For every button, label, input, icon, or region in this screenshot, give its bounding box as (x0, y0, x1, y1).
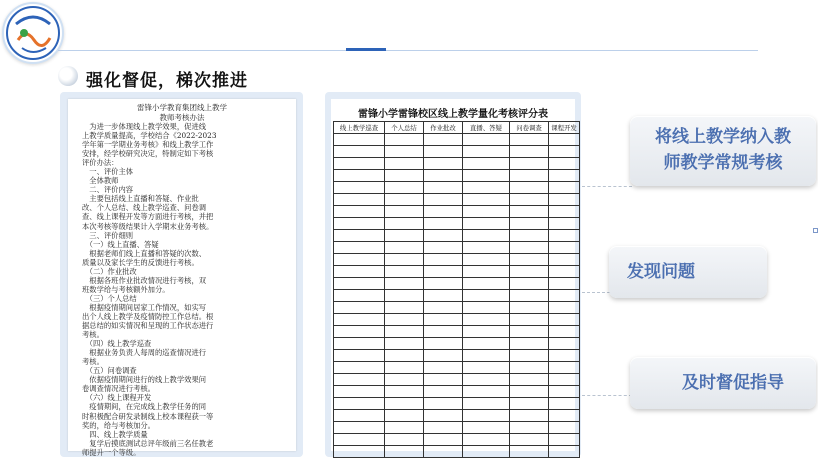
column-header: 课程开发 (549, 122, 580, 134)
table-cell[interactable] (549, 326, 580, 338)
table-cell[interactable] (385, 374, 424, 386)
table-row (334, 134, 580, 146)
document-line: 卷调查情况进行考核。 (82, 384, 155, 394)
table-cell[interactable] (334, 446, 385, 458)
table-cell[interactable] (385, 434, 424, 446)
table-cell[interactable] (510, 350, 549, 362)
table-cell[interactable] (385, 230, 424, 242)
document-line: 复学后摸底测试总评年级前三名任教老 (82, 438, 214, 448)
table-cell[interactable] (424, 182, 463, 194)
table-cell[interactable] (334, 374, 385, 386)
table-row (334, 398, 580, 410)
table-cell[interactable] (549, 362, 580, 374)
table-cell[interactable] (549, 290, 580, 302)
button-label-line: 师教学常规考核 (663, 153, 783, 173)
include-in-review-button[interactable] (630, 116, 816, 186)
table-cell[interactable] (549, 350, 580, 362)
table-cell[interactable] (463, 350, 510, 362)
table-cell[interactable] (510, 314, 549, 326)
table-cell[interactable] (334, 146, 385, 158)
table-cell[interactable] (463, 434, 510, 446)
table-cell[interactable] (334, 158, 385, 170)
table-cell[interactable] (549, 398, 580, 410)
table-cell[interactable] (549, 158, 580, 170)
table-row (334, 362, 580, 374)
table-row (334, 434, 580, 446)
table-cell[interactable] (385, 266, 424, 278)
table-cell[interactable] (334, 398, 385, 410)
table-cell[interactable] (334, 170, 385, 182)
table-cell[interactable] (549, 302, 580, 314)
table-cell[interactable] (424, 158, 463, 170)
table-cell[interactable] (334, 314, 385, 326)
column-header: 个人总结 (385, 122, 424, 134)
table-cell[interactable] (510, 278, 549, 290)
table-cell[interactable] (424, 434, 463, 446)
connector-line (582, 292, 610, 294)
table-cell[interactable] (510, 218, 549, 230)
document-line: （二）作业批改 (82, 266, 137, 276)
table-row (334, 266, 580, 278)
document-line: 疫情期间，在完成线上教学任务的同 (82, 402, 207, 412)
table-cell[interactable] (424, 410, 463, 422)
table-row (334, 146, 580, 158)
table-cell[interactable] (424, 362, 463, 374)
table-cell[interactable] (424, 290, 463, 302)
table-row (334, 254, 580, 266)
table-row (334, 410, 580, 422)
table-cell[interactable] (334, 254, 385, 266)
table-cell[interactable] (424, 218, 463, 230)
table-cell[interactable] (463, 290, 510, 302)
table-cell[interactable] (334, 278, 385, 290)
document-line: （一）线上直播、答疑 (82, 239, 159, 249)
document-line: 质量以及家长学生的反馈进行考核。 (82, 257, 199, 267)
table-cell[interactable] (424, 230, 463, 242)
table-cell[interactable] (385, 398, 424, 410)
table-cell[interactable] (385, 242, 424, 254)
document-line: （六）线上课程开发 (82, 393, 152, 403)
header-accent (346, 48, 386, 51)
table-row (334, 206, 580, 218)
table-cell[interactable] (463, 386, 510, 398)
table-cell[interactable] (549, 314, 580, 326)
document-line: 根据业务负责人每周的巡查情况进行 (82, 348, 207, 358)
document-line: （四）线上教学巡查 (82, 339, 152, 349)
table-cell[interactable] (424, 338, 463, 350)
document-body (68, 122, 296, 457)
table-row (334, 422, 580, 434)
table-cell[interactable] (334, 410, 385, 422)
table-cell[interactable] (424, 386, 463, 398)
table-cell[interactable] (385, 386, 424, 398)
document-page (68, 99, 296, 457)
table-cell[interactable] (385, 254, 424, 266)
table-cell[interactable] (463, 206, 510, 218)
document-heading-line: 雷锋小学教育集团线上教学 (137, 103, 227, 112)
column-header: 线上教学巡查 (334, 122, 385, 134)
table-cell[interactable] (463, 134, 510, 146)
table-cell[interactable] (334, 206, 385, 218)
document-line: 奖的，给与考核加分。 (82, 420, 155, 430)
table-cell[interactable] (424, 194, 463, 206)
table-cell[interactable] (510, 302, 549, 314)
table-cell[interactable] (334, 338, 385, 350)
table-page (331, 99, 575, 451)
table-cell[interactable] (385, 278, 424, 290)
table-cell[interactable] (510, 398, 549, 410)
table-cell[interactable] (385, 218, 424, 230)
table-row (334, 314, 580, 326)
table-cell[interactable] (549, 374, 580, 386)
table-cell[interactable] (424, 374, 463, 386)
table-cell[interactable] (549, 338, 580, 350)
table-cell[interactable] (424, 278, 463, 290)
table-cell[interactable] (549, 254, 580, 266)
table-cell[interactable] (424, 302, 463, 314)
table-row (334, 158, 580, 170)
table-cell[interactable] (463, 242, 510, 254)
table-cell[interactable] (549, 146, 580, 158)
table-cell[interactable] (334, 362, 385, 374)
document-line: 据总结的如实情况和呈现的工作状态进行 (82, 321, 214, 331)
document-line: 考核。 (82, 357, 104, 367)
table-cell[interactable] (424, 242, 463, 254)
table-cell[interactable] (463, 422, 510, 434)
table-cell[interactable] (385, 170, 424, 182)
table-cell[interactable] (385, 314, 424, 326)
document-heading (68, 103, 296, 122)
table-cell[interactable] (334, 422, 385, 434)
document-line: 时积极配合研发录制线上校本课程获一等 (82, 411, 214, 421)
table-cell[interactable] (510, 194, 549, 206)
score-table (333, 121, 580, 458)
table-cell[interactable] (510, 146, 549, 158)
table-row (334, 350, 580, 362)
table-cell[interactable] (510, 254, 549, 266)
table-cell[interactable] (385, 422, 424, 434)
table-row (334, 242, 580, 254)
table-cell[interactable] (463, 302, 510, 314)
table-cell[interactable] (510, 422, 549, 434)
table-cell[interactable] (424, 266, 463, 278)
document-line: （三）个人总结 (82, 293, 137, 303)
table-row (334, 302, 580, 314)
table-cell[interactable] (549, 134, 580, 146)
document-heading-line: 教师考核办法 (159, 112, 205, 122)
table-cell[interactable] (549, 218, 580, 230)
table-cell[interactable] (549, 206, 580, 218)
table-cell[interactable] (510, 182, 549, 194)
table-cell[interactable] (510, 362, 549, 374)
table-cell[interactable] (549, 194, 580, 206)
table-cell[interactable] (510, 338, 549, 350)
column-header: 问卷调查 (510, 122, 549, 134)
table-cell[interactable] (424, 398, 463, 410)
table-cell[interactable] (510, 134, 549, 146)
document-line: 根据老师们线上直播和答疑的次数、 (82, 248, 207, 258)
document-line: 二、评价内容 (82, 185, 134, 195)
table-cell[interactable] (463, 446, 510, 458)
document-line: 三、评价细则 (82, 230, 134, 240)
table-row (334, 194, 580, 206)
table-title: 雷锋小学雷锋校区线上教学量化考核评分表 (358, 109, 548, 120)
document-line: 依据疫情期间进行的线上教学效果问 (82, 375, 207, 385)
document-line: （五）问卷调查 (82, 366, 137, 376)
table-cell[interactable] (510, 158, 549, 170)
document-line: 四、线上教学质量 (82, 429, 148, 439)
table-cell[interactable] (334, 386, 385, 398)
connector-line (582, 395, 632, 397)
table-cell[interactable] (549, 422, 580, 434)
document-line: 为进一步体现线上教学效果，促进线 (82, 122, 207, 131)
table-cell[interactable] (510, 434, 549, 446)
table-row (334, 170, 580, 182)
table-cell[interactable] (510, 290, 549, 302)
table-cell[interactable] (549, 434, 580, 446)
table-row (334, 218, 580, 230)
table-cell[interactable] (424, 422, 463, 434)
document-line: 一、评价主体 (82, 167, 134, 177)
table-cell[interactable] (463, 158, 510, 170)
document-line: 本次考核等级结果计入学期末业务考核。 (82, 221, 214, 231)
table-cell[interactable] (510, 266, 549, 278)
table-cell[interactable] (510, 386, 549, 398)
table-cell[interactable] (424, 134, 463, 146)
table-cell[interactable] (510, 206, 549, 218)
table-row (334, 386, 580, 398)
table-cell[interactable] (549, 386, 580, 398)
table-cell[interactable] (385, 326, 424, 338)
table-row (334, 326, 580, 338)
table-cell[interactable] (385, 146, 424, 158)
table-cell[interactable] (385, 446, 424, 458)
table-row (334, 278, 580, 290)
table-cell[interactable] (334, 194, 385, 206)
table-cell[interactable] (463, 218, 510, 230)
table-cell[interactable] (334, 218, 385, 230)
table-cell[interactable] (385, 302, 424, 314)
table-cell[interactable] (463, 338, 510, 350)
table-cell[interactable] (510, 326, 549, 338)
table-cell[interactable] (424, 206, 463, 218)
table-cell[interactable] (549, 446, 580, 458)
table-cell[interactable] (463, 266, 510, 278)
table-cell[interactable] (334, 134, 385, 146)
table-cell[interactable] (463, 362, 510, 374)
column-header: 直播、答疑 (463, 122, 510, 134)
table-cell[interactable] (385, 410, 424, 422)
table-cell[interactable] (334, 182, 385, 194)
table-cell[interactable] (424, 146, 463, 158)
document-line: 师提升一个等级。 (82, 447, 141, 457)
document-line: 上教学质量提高，学校结合《2022-2023 (82, 131, 217, 141)
document-line: 出个人线上教学及疫情防控工作总结。根 (82, 311, 214, 321)
table-cell[interactable] (510, 446, 549, 458)
document-line: 根据疫情期间居家工作情况，如实写 (82, 302, 207, 312)
table-cell[interactable] (385, 206, 424, 218)
column-header: 作业批改 (424, 122, 463, 134)
table-cell[interactable] (463, 314, 510, 326)
table-cell[interactable] (334, 266, 385, 278)
document-line: 改、个人总结、线上教学巡查、问卷调 (82, 203, 207, 213)
table-cell[interactable] (463, 182, 510, 194)
table-cell[interactable] (463, 254, 510, 266)
table-cell[interactable] (510, 242, 549, 254)
document-line: 根据各班作业批改情况进行考核，双 (82, 275, 207, 285)
button-label-line: 将线上教学纳入教 (655, 127, 791, 147)
table-cell[interactable] (510, 410, 549, 422)
table-cell[interactable] (385, 290, 424, 302)
table-cell[interactable] (385, 182, 424, 194)
document-line: 查、线上课程开发等方面进行考核，并把 (82, 212, 214, 222)
table-cell[interactable] (549, 410, 580, 422)
table-cell[interactable] (549, 230, 580, 242)
table-cell[interactable] (463, 230, 510, 242)
document-line: 班数学给与考核额外加分。 (82, 284, 170, 294)
page-title: 强化督促，梯次推进 (86, 71, 248, 91)
table-cell[interactable] (463, 146, 510, 158)
table-cell[interactable] (385, 338, 424, 350)
table-cell[interactable] (510, 170, 549, 182)
document-line: 主要包括线上直播和答疑、作业批 (82, 194, 199, 204)
table-cell[interactable] (463, 278, 510, 290)
timely-supervision-button[interactable]: 及时督促指导 (630, 357, 816, 409)
table-cell[interactable] (549, 266, 580, 278)
table-cell[interactable] (510, 374, 549, 386)
table-cell[interactable] (385, 350, 424, 362)
document-line: 学年第一学期业务考核》和线上教学工作 (82, 140, 214, 150)
table-cell[interactable] (549, 182, 580, 194)
table-cell[interactable] (424, 350, 463, 362)
table-row (334, 446, 580, 458)
table-cell[interactable] (334, 326, 385, 338)
table-cell[interactable] (334, 290, 385, 302)
table-header-row (334, 122, 580, 134)
find-problems-button[interactable]: 发现问题 (609, 246, 767, 298)
table-cell[interactable] (463, 194, 510, 206)
table-cell[interactable] (463, 374, 510, 386)
corner-marker-icon (813, 228, 818, 233)
table-cell[interactable] (385, 134, 424, 146)
table-cell[interactable] (510, 230, 549, 242)
table-cell[interactable] (463, 398, 510, 410)
table-cell[interactable] (424, 254, 463, 266)
table-cell[interactable] (334, 434, 385, 446)
table-cell[interactable] (463, 410, 510, 422)
document-line: 考核。 (82, 330, 104, 340)
table-cell[interactable] (463, 326, 510, 338)
table-cell[interactable] (549, 170, 580, 182)
connector-line (582, 186, 632, 188)
table-cell[interactable] (424, 314, 463, 326)
document-line: 安排，经学校研究决定，特制定如下考核 (82, 149, 214, 159)
table-cell[interactable] (334, 230, 385, 242)
table-row (334, 290, 580, 302)
table-cell[interactable] (549, 242, 580, 254)
header-divider (58, 50, 758, 51)
table-cell[interactable] (424, 446, 463, 458)
table-row (334, 230, 580, 242)
table-row (334, 374, 580, 386)
table-cell[interactable] (424, 170, 463, 182)
table-cell[interactable] (334, 302, 385, 314)
table-cell[interactable] (385, 158, 424, 170)
school-logo-icon (2, 2, 64, 64)
title-bullet-icon (58, 66, 78, 86)
table-cell[interactable] (424, 326, 463, 338)
table-row (334, 338, 580, 350)
document-line: 评价办法： (82, 158, 119, 168)
table-cell[interactable] (463, 170, 510, 182)
table-row (334, 182, 580, 194)
table-cell[interactable] (334, 350, 385, 362)
table-cell[interactable] (385, 362, 424, 374)
document-line: 全体教师 (82, 176, 119, 186)
table-cell[interactable] (385, 194, 424, 206)
table-cell[interactable] (334, 242, 385, 254)
table-cell[interactable] (549, 278, 580, 290)
